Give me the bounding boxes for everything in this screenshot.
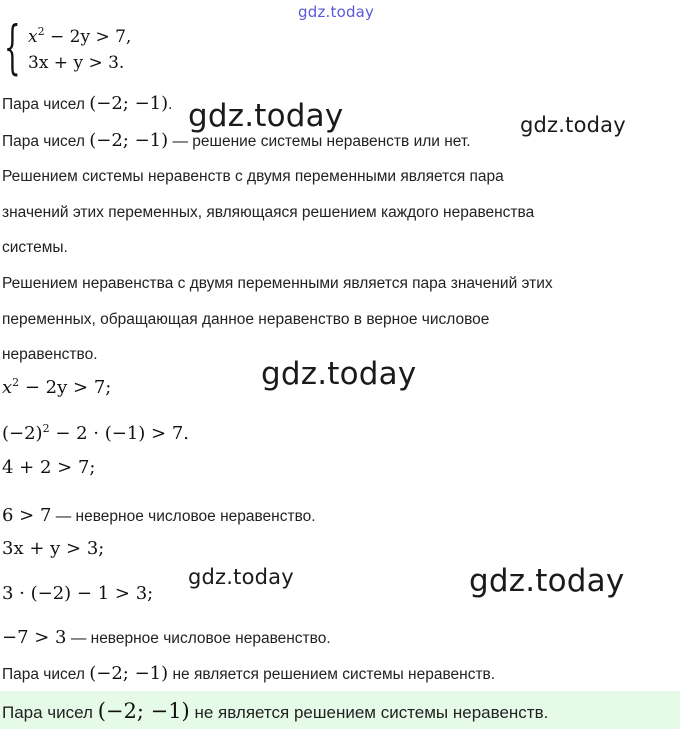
answer-box: [0, 691, 680, 729]
question-line: Пара чисел (−2; −1) — решение системы неравенств или нет.: [2, 130, 471, 151]
calc-line: $(-2)^2 - 2 \cdot (-1) > 7$.: [2, 422, 190, 444]
system-row-2: 3x + y > 3.: [28, 53, 125, 73]
watermark: gdz.today: [469, 563, 625, 599]
watermark: gdz.today: [261, 356, 417, 392]
inequality-system: [4, 13, 204, 81]
watermark: gdz.today: [520, 113, 626, 137]
watermark-top: gdz.today: [298, 3, 375, 21]
definition-line: Решением системы неравенств с двумя переменными является пара: [2, 168, 504, 185]
definition-line: переменных, обращающая данное неравенство в верное числовое: [2, 311, 490, 328]
brace-icon: {: [4, 13, 21, 81]
conclusion-line: Пара чисел (−2; −1) не является решением системы неравенств.: [2, 663, 496, 684]
pair-line: Пара чисел (−2; −1).: [2, 93, 173, 114]
definition-line: Решением неравенства с двумя переменными является пара значений этих: [2, 275, 553, 292]
system-row-1: $x^2 - 2y > 7$,: [28, 25, 132, 47]
watermark: gdz.today: [188, 565, 294, 589]
answer-line: Пара чисел (−2; −1) не является решением системы неравенств.: [2, 699, 549, 723]
calc-line: 3 · (−2) − 1 > 3;: [2, 583, 154, 604]
calc-line: $x^2 - 2y > 7$;: [2, 376, 112, 398]
definition-line: системы.: [2, 239, 68, 256]
definition-line: неравенство.: [2, 346, 98, 363]
watermark: gdz.today: [188, 98, 344, 134]
calc-line: 3x + y > 3;: [2, 538, 105, 559]
definition-line: значений этих переменных, являющаяся решением каждого неравенства: [2, 204, 535, 221]
calc-line: 6 > 7 — неверное числовое неравенство.: [2, 505, 316, 526]
calc-line: 4 + 2 > 7;: [2, 457, 96, 478]
calc-line: −7 > 3 — неверное числовое неравенство.: [2, 627, 331, 648]
